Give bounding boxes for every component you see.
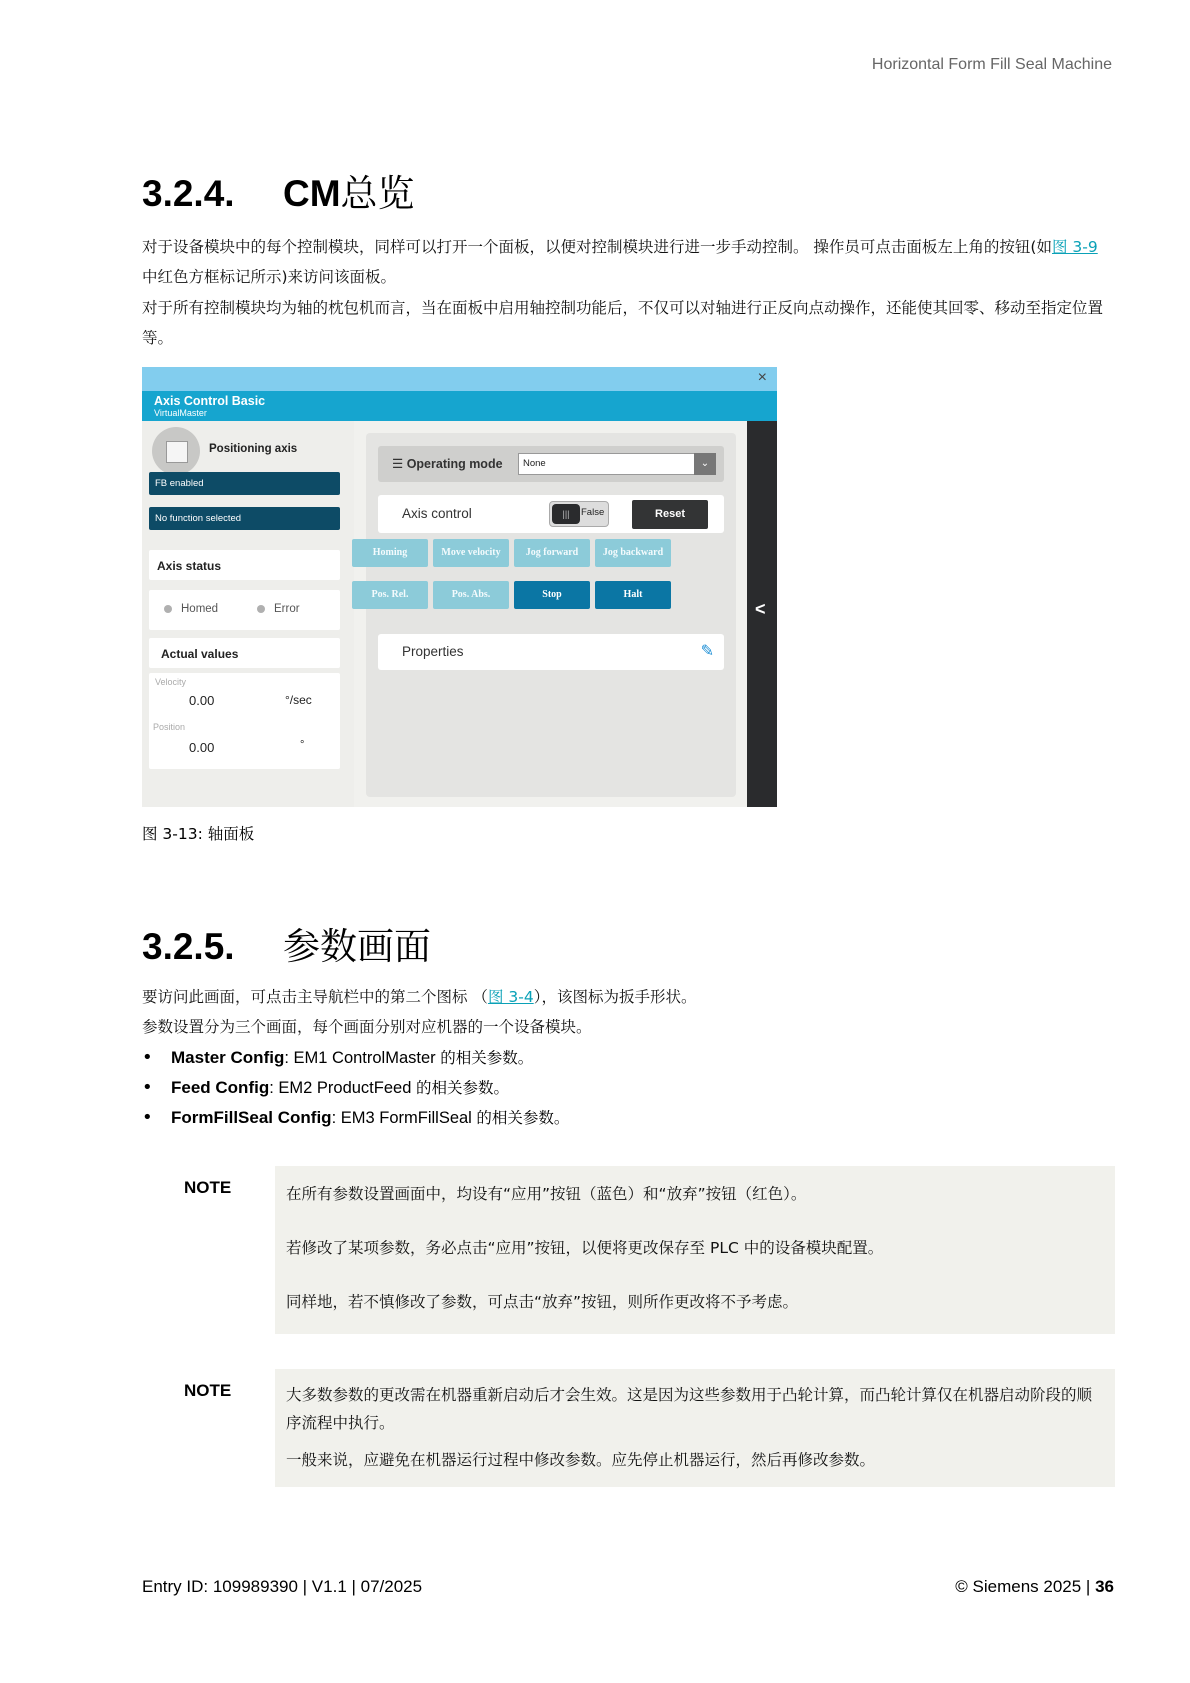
position-value: 0.00	[189, 740, 215, 755]
intro-paragraph-2: 对于所有控制模块均为轴的枕包机而言，当在面板中启用轴控制功能后，不仅可以对轴进行正反向点动操作，还能使其回零、移动至指定位置等。	[142, 299, 1104, 347]
section-heading-3-2-4	[142, 163, 415, 217]
note-line: 一般来说，应避免在机器运行过程中修改参数。应先停止机器运行，然后再修改参数。	[286, 1451, 876, 1469]
paragraph-text: 中红色方框标记所示)来访问该面板。	[142, 268, 397, 286]
section-number: 3.2.4.	[142, 173, 235, 214]
close-icon[interactable]: ×	[757, 369, 767, 386]
footer-copyright	[955, 1577, 1114, 1597]
pos-abs-button[interactable]: Pos. Abs.	[433, 581, 509, 609]
note-label: NOTE	[184, 1381, 232, 1400]
intro-paragraph-1	[142, 232, 1112, 292]
homed-indicator	[164, 603, 218, 615]
operating-mode-row	[378, 446, 724, 482]
velocity-unit: °/sec	[285, 693, 312, 707]
section-title-zh: 总览	[340, 173, 415, 214]
axis-status-card	[149, 550, 340, 580]
operating-mode-text: Operating mode	[406, 457, 503, 471]
axis-control-toggle[interactable]	[549, 501, 609, 527]
section-number: 3.2.5.	[142, 926, 235, 967]
operating-mode-select[interactable]: None	[518, 453, 695, 475]
stop-button[interactable]: Stop	[514, 581, 590, 609]
panel-title-bar	[142, 391, 777, 421]
note-line: 同样地，若不慎修改了参数，可点击“放弃”按钮，则所作更改将不予考虑。	[286, 1293, 799, 1311]
axis-control-label: Axis control	[402, 506, 472, 521]
bullet-term: FormFillSeal Config	[171, 1108, 332, 1127]
section2-paragraph-2: 参数设置分为三个画面，每个画面分别对应机器的一个设备模块。	[142, 1018, 592, 1036]
homed-label: Homed	[181, 603, 219, 615]
toggle-value: False	[581, 507, 605, 518]
bullet-term: Master Config	[171, 1048, 285, 1067]
actual-values-card	[149, 638, 340, 668]
section2-paragraph-1	[142, 982, 1112, 1012]
section-heading-3-2-5	[142, 916, 431, 970]
figure-caption: 图 3-13: 轴面板	[142, 825, 255, 843]
halt-button[interactable]: Halt	[595, 581, 671, 609]
running-header: Horizontal Form Fill Seal Machine	[871, 56, 1112, 73]
velocity-value: 0.00	[189, 693, 215, 708]
no-function-bar: No function selected	[149, 507, 340, 530]
chevron-down-icon[interactable]: ⌄	[694, 453, 716, 475]
axis-control-row	[378, 495, 724, 533]
error-dot-icon	[257, 605, 265, 613]
bullet-text: : EM3 FormFillSeal	[331, 1109, 477, 1127]
axis-panel-screenshot	[142, 367, 777, 807]
footer-entry-id: Entry ID: 109989390 | V1.1 | 07/2025	[142, 1577, 423, 1596]
note-line: 大多数参数的更改需在机器重新启动后才会生效。这是因为这些参数用于凸轮计算，而凸轮计算仅在机器启动阶段的顺序流程中执行。	[286, 1386, 1093, 1432]
window-top-bar	[142, 367, 777, 391]
note-line: 在所有参数设置画面中，均设有“应用”按钮（蓝色）和“放弃”按钮（红色）。	[286, 1185, 807, 1203]
section-title-latin: CM	[283, 173, 341, 214]
list-icon: ☰	[392, 457, 407, 471]
figure-link-3-9[interactable]: 图 3-9	[1051, 238, 1098, 256]
error-label: Error	[274, 603, 300, 615]
paragraph-text: 对于设备模块中的每个控制模块，同样可以打开一个面板，以便对控制模块进行进一步手动控制。 操作员可点击面板左上角的按钮(如	[142, 238, 1052, 256]
velocity-label: Velocity	[155, 677, 187, 687]
properties-label: Properties	[402, 644, 464, 659]
position-unit: °	[300, 739, 305, 751]
pencil-icon[interactable]: ✎	[700, 643, 714, 660]
axis-status-indicators	[149, 590, 340, 630]
note-box-1	[275, 1166, 1115, 1334]
error-indicator	[257, 603, 300, 615]
list-item	[142, 1073, 569, 1103]
homed-dot-icon	[164, 605, 172, 613]
control-panel	[366, 433, 736, 797]
paragraph-text: 要访问此画面，可点击主导航栏中的第二个图标 （	[142, 988, 488, 1006]
operating-mode-label	[392, 456, 503, 471]
figure-link-3-4[interactable]: 图 3-4	[487, 988, 534, 1006]
panel-title: Axis Control Basic	[154, 394, 266, 408]
page-number: 36	[1095, 1577, 1114, 1596]
note-label: NOTE	[184, 1178, 232, 1197]
note-line: 若修改了某项参数，务必点击“应用”按钮，以便将更改保存至 PLC 中的设备模块配置。	[286, 1239, 884, 1257]
section-title-zh: 参数画面	[283, 926, 431, 967]
jog-backward-button[interactable]: Jog backward	[595, 539, 671, 567]
note-box-2	[275, 1369, 1115, 1487]
bullet-text: : EM2 ProductFeed	[269, 1079, 416, 1097]
axis-status-title: Axis status	[157, 559, 222, 573]
positioning-axis-label: Positioning axis	[209, 443, 298, 455]
panel-subtitle: VirtualMaster	[154, 408, 207, 418]
bullet-text-zh: 的相关参数。	[440, 1049, 534, 1067]
jog-forward-button[interactable]: Jog forward	[514, 539, 590, 567]
fb-enabled-bar: FB enabled	[149, 472, 340, 495]
stop-square-icon[interactable]	[152, 427, 200, 475]
actual-values-body	[149, 673, 340, 769]
list-item	[142, 1043, 569, 1073]
actual-values-title: Actual values	[161, 647, 239, 661]
bullet-text-zh: 的相关参数。	[476, 1109, 570, 1127]
bullet-text-zh: 的相关参数。	[415, 1079, 509, 1097]
bullet-term: Feed Config	[171, 1078, 270, 1097]
homing-button[interactable]: Homing	[352, 539, 428, 567]
properties-row[interactable]	[378, 634, 724, 670]
toggle-knob: |||	[552, 504, 580, 524]
pos-rel-button[interactable]: Pos. Rel.	[352, 581, 428, 609]
position-label: Position	[153, 722, 186, 732]
copyright-text: © Siemens 2025 |	[955, 1577, 1096, 1596]
reset-button[interactable]: Reset	[632, 500, 708, 529]
bullet-text: : EM1 ControlMaster	[284, 1049, 441, 1067]
move-velocity-button[interactable]: Move velocity	[433, 539, 509, 567]
paragraph-text: ），该图标为扳手形状。	[533, 988, 697, 1006]
list-item	[142, 1103, 569, 1133]
chevron-left-icon[interactable]: <	[755, 599, 766, 619]
config-bullet-list	[142, 1043, 569, 1133]
